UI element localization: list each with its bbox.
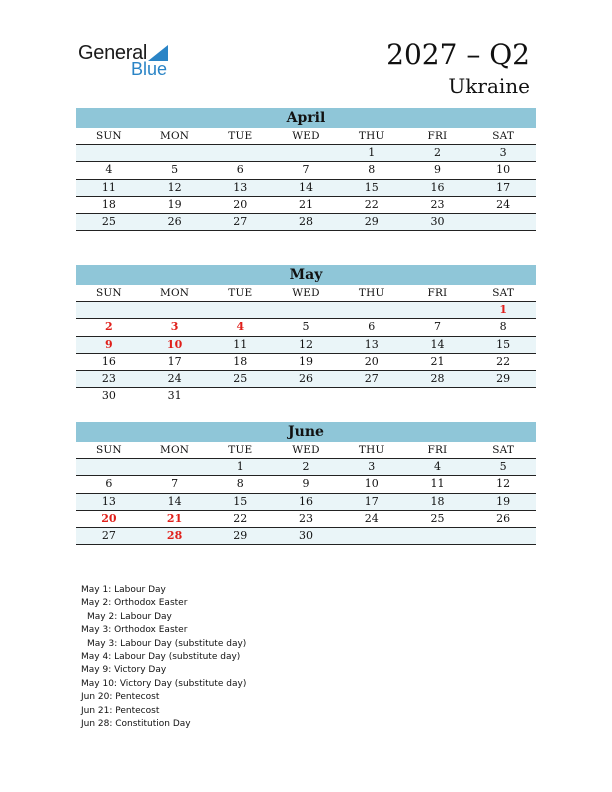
day-cell: 1 [499,303,507,317]
weekday-label: MON [160,287,190,299]
day-cell: 13 [364,337,379,351]
day-cell: 15 [364,180,379,194]
day-cell: 15 [496,337,511,351]
day-cell: 16 [430,180,445,194]
week-row [76,494,536,511]
day-cell: 5 [302,320,310,334]
holiday-note: May 3: Orthodox Easter [81,625,188,636]
week-row [76,354,536,371]
weekday-label: SAT [492,287,515,299]
day-cell: 6 [105,477,113,491]
day-cell: 27 [101,528,116,542]
weekday-label: FRI [427,287,448,299]
weekday-label: TUE [228,287,253,299]
empty-day-cell [405,388,471,405]
day-cell: 21 [430,354,445,368]
day-cell: 4 [105,163,113,177]
day-cell: 20 [364,354,379,368]
day-cell: 28 [166,528,183,542]
day-cell: 24 [364,511,379,525]
empty-day-cell [142,459,208,475]
day-cell: 22 [233,511,248,525]
weekday-header-row [76,285,536,302]
day-cell: 16 [101,354,116,368]
day-cell: 22 [496,354,511,368]
weekday-label: THU [358,287,385,299]
day-cell: 30 [430,214,445,228]
week-row [76,371,536,388]
weekday-label: WED [292,444,320,456]
empty-day-cell [470,388,536,405]
empty-day-cell [470,214,536,230]
weekday-label: FRI [427,444,448,456]
day-cell: 18 [430,494,445,508]
country-name: Ukraine [448,74,530,98]
day-cell: 21 [299,197,314,211]
day-cell: 28 [430,371,445,385]
weekday-header-row [76,128,536,145]
holiday-notes [81,584,246,731]
day-cell: 27 [364,371,379,385]
day-cell: 14 [430,337,445,351]
day-cell: 10 [166,337,183,351]
day-cell: 7 [433,320,441,334]
holiday-note: Jun 21: Pentecost [81,705,160,716]
day-cell: 19 [299,354,314,368]
day-cell: 20 [233,197,248,211]
empty-day-cell [142,145,208,161]
week-row [76,511,536,528]
day-cell: 10 [364,477,379,491]
day-cell: 11 [233,337,248,351]
day-cell: 6 [368,320,376,334]
day-cell: 21 [166,511,183,525]
day-cell: 3 [170,320,179,334]
day-cell: 3 [368,460,376,474]
week-row [76,197,536,214]
day-cell: 9 [302,477,310,491]
day-cell: 14 [299,180,314,194]
weekday-label: SAT [492,444,515,456]
day-cell: 25 [101,214,116,228]
day-cell: 27 [233,214,248,228]
day-cell: 1 [236,460,244,474]
empty-day-cell [339,302,405,318]
empty-day-cell [470,528,536,544]
logo-general-text: General [78,42,148,64]
day-cell: 29 [496,371,511,385]
day-cell: 13 [233,180,248,194]
day-cell: 1 [368,146,376,160]
day-cell: 16 [299,494,314,508]
generalblue-logo [78,42,188,82]
empty-day-cell [405,302,471,318]
day-cell: 2 [433,146,441,160]
holiday-note: May 10: Victory Day (substitute day) [81,678,247,689]
day-cell: 24 [167,371,182,385]
empty-day-cell [339,388,405,405]
day-cell: 12 [167,180,182,194]
day-cell: 25 [233,371,248,385]
day-cell: 30 [299,528,314,542]
holiday-note: May 9: Victory Day [81,665,167,676]
day-cell: 8 [236,477,244,491]
week-row [76,459,536,476]
month-title: June [76,422,536,442]
day-cell: 14 [167,494,182,508]
week-row [76,302,536,319]
week-row [76,180,536,197]
week-row [76,337,536,354]
weekday-label: MON [160,130,190,142]
month-may [76,265,536,405]
day-cell: 12 [496,477,511,491]
weekday-label: TUE [228,444,253,456]
day-cell: 26 [496,511,511,525]
day-cell: 6 [236,163,244,177]
weekday-label: SAT [492,130,515,142]
day-cell: 18 [233,354,248,368]
day-cell: 12 [299,337,314,351]
week-row [76,162,536,179]
day-cell: 5 [171,163,179,177]
day-cell: 23 [299,511,314,525]
logo-blue-text: Blue [131,59,168,79]
day-cell: 9 [105,337,113,351]
week-row [76,214,536,231]
day-cell: 24 [496,197,511,211]
empty-day-cell [207,388,273,405]
day-cell: 28 [299,214,314,228]
day-cell: 3 [499,146,507,160]
empty-day-cell [273,145,339,161]
empty-day-cell [76,145,142,161]
weekday-label: WED [292,130,320,142]
day-cell: 8 [499,320,507,334]
day-cell: 15 [233,494,248,508]
holiday-note: May 2: Labour Day [87,611,172,622]
holiday-note: Jun 20: Pentecost [81,692,160,703]
day-cell: 29 [364,214,379,228]
day-cell: 2 [302,460,310,474]
empty-day-cell [142,302,208,318]
day-cell: 20 [101,511,117,525]
week-row [76,476,536,493]
week-row [76,388,536,405]
week-row [76,145,536,162]
weekday-label: THU [358,444,385,456]
day-cell: 26 [299,371,314,385]
holiday-note: May 1: Labour Day [81,585,166,595]
day-cell: 17 [167,354,182,368]
day-cell: 17 [364,494,379,508]
day-cell: 29 [233,528,248,542]
empty-day-cell [273,388,339,405]
day-cell: 11 [430,477,445,491]
weekday-label: FRI [427,130,448,142]
day-cell: 22 [364,197,379,211]
day-cell: 11 [101,180,116,194]
day-cell: 8 [368,163,376,177]
day-cell: 23 [430,197,445,211]
page-title: 2027 – Q2 [386,38,530,71]
empty-day-cell [207,145,273,161]
day-cell: 26 [167,214,182,228]
week-row [76,528,536,545]
weekday-label: SUN [95,130,122,142]
day-cell: 19 [167,197,182,211]
day-cell: 30 [101,389,116,403]
day-cell: 7 [302,163,310,177]
day-cell: 4 [433,460,441,474]
day-cell: 4 [236,320,245,334]
day-cell: 23 [101,371,116,385]
day-cell: 10 [496,163,511,177]
holiday-note: May 4: Labour Day (substitute day) [81,652,241,663]
weekday-header-row [76,442,536,459]
day-cell: 17 [496,180,511,194]
month-title: May [76,265,536,285]
day-cell: 19 [496,494,511,508]
month-april [76,108,536,231]
day-cell: 31 [167,389,182,403]
weekday-label: WED [292,287,320,299]
weekday-label: MON [160,444,190,456]
day-cell: 2 [105,320,113,334]
weekday-label: TUE [228,130,253,142]
holiday-note: May 3: Labour Day (substitute day) [87,638,247,649]
month-june [76,422,536,545]
week-row [76,319,536,336]
empty-day-cell [339,528,405,544]
weekday-label: SUN [95,444,122,456]
day-cell: 25 [430,511,445,525]
holiday-note: May 2: Orthodox Easter [81,598,188,609]
empty-day-cell [273,302,339,318]
holiday-note: Jun 28: Constitution Day [81,719,191,730]
empty-day-cell [207,302,273,318]
day-cell: 9 [433,163,441,177]
weekday-label: THU [358,130,385,142]
empty-day-cell [405,528,471,544]
empty-day-cell [76,459,142,475]
weekday-label: SUN [95,287,122,299]
empty-day-cell [76,302,142,318]
day-cell: 5 [499,460,507,474]
day-cell: 7 [171,477,179,491]
day-cell: 13 [101,494,116,508]
month-title: April [76,108,536,128]
day-cell: 18 [101,197,116,211]
